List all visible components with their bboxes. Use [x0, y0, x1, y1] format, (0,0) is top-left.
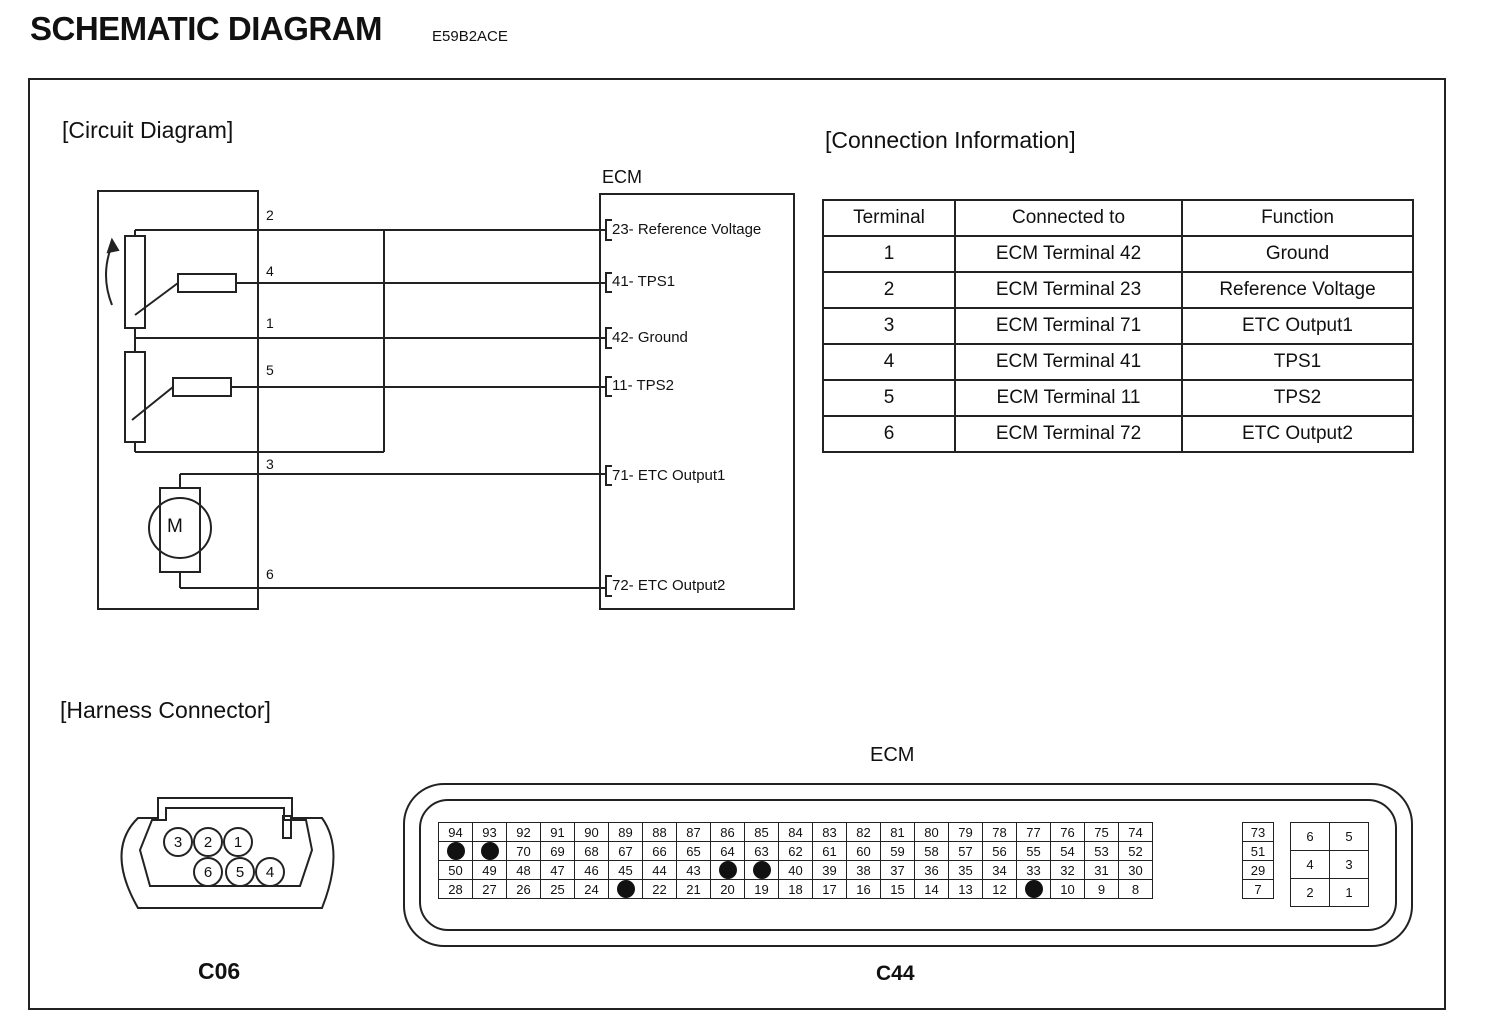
cell-connected-to: ECM Terminal 11 [955, 380, 1182, 416]
pin-cell: 69 [541, 842, 575, 861]
connection-info-heading: [Connection Information] [825, 127, 1076, 153]
pin-cell: 65 [677, 842, 711, 861]
pin-cell: 20 [711, 880, 745, 899]
pin-cell: 76 [1051, 823, 1085, 842]
cell-terminal: 2 [823, 272, 955, 308]
pin-cell: 73 [1243, 823, 1274, 842]
cell-function: ETC Output2 [1182, 416, 1413, 452]
pin-cell: 51 [1243, 842, 1274, 861]
ecm-label: ECM [602, 167, 642, 187]
pin-cell: 46 [575, 861, 609, 880]
cell-terminal: 6 [823, 416, 955, 452]
pin-cell: 64 [711, 842, 745, 861]
throttle-body-sensor-box [97, 190, 259, 610]
pin-cell: 36 [915, 861, 949, 880]
table-row [823, 416, 1413, 452]
pin-cell: 68 [575, 842, 609, 861]
motor-label: M [167, 516, 183, 537]
table-row [823, 380, 1413, 416]
pin-cell: 38 [847, 861, 881, 880]
wire-number-5: 5 [266, 362, 274, 378]
pin-cell: 4 [1291, 851, 1330, 879]
pin-row [1243, 880, 1274, 899]
pin-row [1243, 823, 1274, 842]
pin-cell: 91 [541, 823, 575, 842]
pin-cell: 86 [711, 823, 745, 842]
header-terminal: Terminal [823, 200, 955, 236]
pin-row [1291, 823, 1369, 851]
ecm-pin-23-label: 23- Reference Voltage [612, 221, 762, 238]
c44-end-pin-block [1290, 822, 1369, 907]
pin-used-dot [711, 861, 745, 880]
pin-cell: 57 [949, 842, 983, 861]
pin-cell: 56 [983, 842, 1017, 861]
pin-cell: 34 [983, 861, 1017, 880]
cell-function: TPS2 [1182, 380, 1413, 416]
pin-cell: 93 [473, 823, 507, 842]
pin-used-dot [745, 861, 779, 880]
pin-cell: 81 [881, 823, 915, 842]
pin-used-dot [1017, 880, 1051, 899]
ecm-pin-71-label: 71- ETC Output1 [612, 467, 726, 484]
pin-cell: 54 [1051, 842, 1085, 861]
cell-terminal: 5 [823, 380, 955, 416]
pin-cell: 7 [1243, 880, 1274, 899]
filled-pin-dot-icon [719, 861, 737, 879]
pin-cell: 52 [1119, 842, 1153, 861]
pin-cell: 15 [881, 880, 915, 899]
pin-cell: 44 [643, 861, 677, 880]
ecm-pin-72-label: 72- ETC Output2 [612, 577, 726, 594]
pin-row [439, 880, 1153, 899]
pin-cell: 74 [1119, 823, 1153, 842]
pin-row [439, 861, 1153, 880]
pin-cell: 89 [609, 823, 643, 842]
pin-cell: 25 [541, 880, 575, 899]
pin-cell: 17 [813, 880, 847, 899]
cell-terminal: 1 [823, 236, 955, 272]
pin-cell: 18 [779, 880, 813, 899]
c06-pin-5-label: 5 [235, 864, 245, 881]
pin-row [1243, 842, 1274, 861]
c06-pin-1-label: 1 [233, 834, 243, 851]
pin-row [439, 842, 1153, 861]
pin-cell: 53 [1085, 842, 1119, 861]
pin-cell: 49 [473, 861, 507, 880]
pin-cell: 66 [643, 842, 677, 861]
header-function: Function [1182, 200, 1413, 236]
pin-cell: 32 [1051, 861, 1085, 880]
c44-main-pin-grid [438, 822, 1153, 899]
cell-connected-to: ECM Terminal 23 [955, 272, 1182, 308]
pin-cell: 84 [779, 823, 813, 842]
pin-cell: 1 [1330, 879, 1369, 907]
document-code: E59B2ACE [432, 28, 508, 45]
pin-cell: 10 [1051, 880, 1085, 899]
pin-cell: 12 [983, 880, 1017, 899]
c06-pin-6-label: 6 [203, 864, 213, 881]
pin-cell: 55 [1017, 842, 1051, 861]
pin-cell: 6 [1291, 823, 1330, 851]
pin-cell: 24 [575, 880, 609, 899]
pin-cell: 59 [881, 842, 915, 861]
wire-number-6: 6 [266, 566, 274, 582]
pin-cell: 33 [1017, 861, 1051, 880]
cell-function: TPS1 [1182, 344, 1413, 380]
pin-cell: 40 [779, 861, 813, 880]
cell-terminal: 3 [823, 308, 955, 344]
pin-used-dot [609, 880, 643, 899]
cell-connected-to: ECM Terminal 71 [955, 308, 1182, 344]
header-connected-to: Connected to [955, 200, 1182, 236]
pin-cell: 30 [1119, 861, 1153, 880]
pin-cell: 92 [507, 823, 541, 842]
c06-connector [100, 790, 350, 920]
pin-cell: 83 [813, 823, 847, 842]
c06-label: C06 [198, 958, 241, 984]
harness-connector-heading: [Harness Connector] [60, 697, 271, 723]
pin-cell: 8 [1119, 880, 1153, 899]
filled-pin-dot-icon [753, 861, 771, 879]
wire-number-2: 2 [266, 207, 274, 223]
pin-cell: 85 [745, 823, 779, 842]
c06-pin-2-label: 2 [203, 834, 213, 851]
pin-row [1291, 851, 1369, 879]
c44-side-pin-column [1242, 822, 1274, 899]
pin-cell: 5 [1330, 823, 1369, 851]
pin-cell: 35 [949, 861, 983, 880]
pin-cell: 21 [677, 880, 711, 899]
connection-table [822, 199, 1414, 453]
pin-cell: 9 [1085, 880, 1119, 899]
pin-cell: 31 [1085, 861, 1119, 880]
pin-cell: 58 [915, 842, 949, 861]
pin-cell: 79 [949, 823, 983, 842]
pin-cell: 39 [813, 861, 847, 880]
table-row [823, 236, 1413, 272]
pin-cell: 45 [609, 861, 643, 880]
pin-cell: 37 [881, 861, 915, 880]
pin-cell: 75 [1085, 823, 1119, 842]
ecm-pin-41-label: 41- TPS1 [612, 273, 676, 290]
filled-pin-dot-icon [617, 880, 635, 898]
pin-cell: 50 [439, 861, 473, 880]
pin-cell: 88 [643, 823, 677, 842]
pin-cell: 62 [779, 842, 813, 861]
cell-function: Reference Voltage [1182, 272, 1413, 308]
pin-cell: 26 [507, 880, 541, 899]
pin-cell: 77 [1017, 823, 1051, 842]
pin-cell: 3 [1330, 851, 1369, 879]
circuit-diagram-heading: [Circuit Diagram] [62, 117, 234, 143]
pin-cell: 82 [847, 823, 881, 842]
pin-cell: 19 [745, 880, 779, 899]
filled-pin-dot-icon [481, 842, 499, 860]
c06-pin-4-label: 4 [265, 864, 275, 881]
c06-pin-3-label: 3 [173, 834, 183, 851]
cell-connected-to: ECM Terminal 41 [955, 344, 1182, 380]
ecm-box [599, 193, 795, 610]
c44-ecm-label: ECM [870, 744, 915, 766]
cell-connected-to: ECM Terminal 42 [955, 236, 1182, 272]
pin-cell: 48 [507, 861, 541, 880]
pin-cell: 22 [643, 880, 677, 899]
pin-used-dot [439, 842, 473, 861]
ecm-pin-11-label: 11- TPS2 [612, 377, 674, 394]
table-row [823, 344, 1413, 380]
pin-cell: 67 [609, 842, 643, 861]
cell-connected-to: ECM Terminal 72 [955, 416, 1182, 452]
cell-function: Ground [1182, 236, 1413, 272]
pin-cell: 94 [439, 823, 473, 842]
pin-cell: 29 [1243, 861, 1274, 880]
wire-number-3: 3 [266, 456, 274, 472]
table-row [823, 272, 1413, 308]
pin-cell: 28 [439, 880, 473, 899]
pin-cell: 63 [745, 842, 779, 861]
cell-terminal: 4 [823, 344, 955, 380]
pin-cell: 78 [983, 823, 1017, 842]
pin-used-dot [473, 842, 507, 861]
pin-cell: 87 [677, 823, 711, 842]
pin-cell: 43 [677, 861, 711, 880]
pin-row [439, 823, 1153, 842]
wire-number-1: 1 [266, 315, 274, 331]
filled-pin-dot-icon [1025, 880, 1043, 898]
page-title: SCHEMATIC DIAGRAM [30, 10, 383, 47]
pin-cell: 90 [575, 823, 609, 842]
table-header-row [823, 200, 1413, 236]
filled-pin-dot-icon [447, 842, 465, 860]
pin-cell: 47 [541, 861, 575, 880]
table-row [823, 308, 1413, 344]
pin-cell: 61 [813, 842, 847, 861]
c44-label: C44 [876, 962, 915, 985]
wire-number-4: 4 [266, 263, 274, 279]
pin-cell: 13 [949, 880, 983, 899]
pin-cell: 16 [847, 880, 881, 899]
cell-function: ETC Output1 [1182, 308, 1413, 344]
pin-cell: 70 [507, 842, 541, 861]
pin-cell: 60 [847, 842, 881, 861]
ecm-pin-42-label: 42- Ground [612, 329, 688, 346]
pin-row [1291, 879, 1369, 907]
pin-cell: 27 [473, 880, 507, 899]
pin-cell: 14 [915, 880, 949, 899]
pin-cell: 2 [1291, 879, 1330, 907]
pin-cell: 80 [915, 823, 949, 842]
pin-row [1243, 861, 1274, 880]
